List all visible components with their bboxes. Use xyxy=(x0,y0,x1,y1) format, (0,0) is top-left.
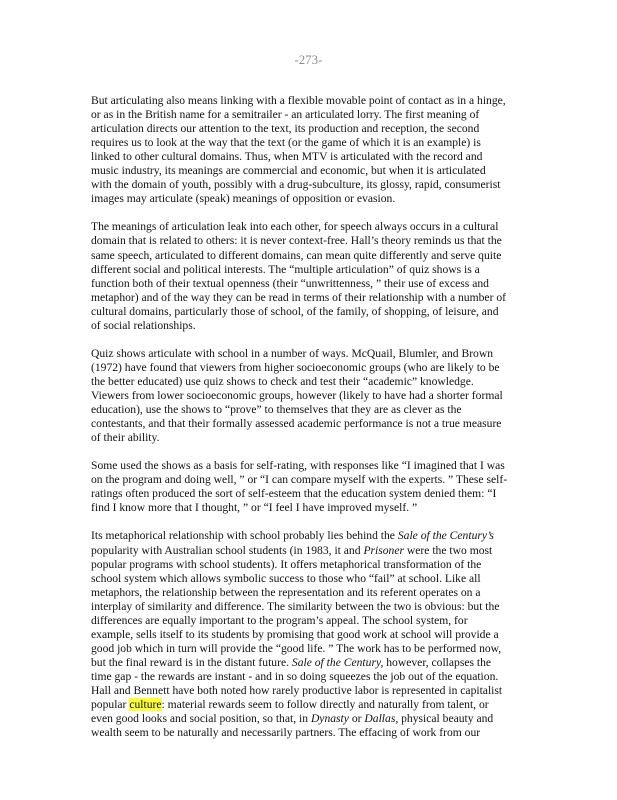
text-line xyxy=(91,544,531,558)
text-segment: metaphor) and of the way they can be read in terms of their relationship with a number of xyxy=(91,290,506,304)
text-segment: physical beauty and xyxy=(398,712,494,726)
text-line xyxy=(91,150,531,164)
text-line xyxy=(91,572,531,586)
text-segment: ratings often produced the sort of self-esteem that the education system denied them: “I xyxy=(91,487,497,501)
text-line xyxy=(91,319,531,333)
text-line xyxy=(91,698,531,712)
text-line xyxy=(91,642,531,656)
text-segment: music industry, its meanings are commercial and economic, but when it is articulated xyxy=(91,164,486,178)
text-segment: (1972) have found that viewers from higher socioeconomic groups (who are likely to be xyxy=(91,360,500,374)
paragraph-3 xyxy=(91,347,531,445)
text-line xyxy=(91,431,531,445)
text-segment: on the program and doing well, ” or “I can compare myself with the experts. ” These self- xyxy=(91,473,508,487)
text-segment: differences are equally important to the program’s appeal. The school system, for xyxy=(91,613,468,627)
text-line xyxy=(91,305,531,319)
text-segment: Hall and Bennett have both noted how rarely productive labor is represented in capitalist xyxy=(91,683,503,697)
text-segment: education), use the shows to “prove” to themselves that they are as clever as the xyxy=(91,403,462,417)
text-line xyxy=(91,249,531,263)
italic-title: Dallas, xyxy=(364,712,399,726)
text-segment: linked to other cultural domains. Thus, when MTV is articulated with the record and xyxy=(91,150,483,164)
italic-title: Sale of the Century, xyxy=(291,655,384,669)
text-line xyxy=(91,586,531,600)
text-segment: of their ability. xyxy=(91,431,160,445)
text-line xyxy=(91,192,531,206)
text-segment: : material rewards seem to follow directly and naturally from talent, or xyxy=(161,698,489,712)
text-segment: popular xyxy=(91,698,130,712)
paragraph-2 xyxy=(91,220,531,332)
text-line xyxy=(91,220,531,234)
paragraph-5 xyxy=(91,529,531,740)
text-line xyxy=(91,94,531,108)
text-line xyxy=(91,473,531,487)
text-segment: articulation directs our attention to the text, its production and reception, the second xyxy=(91,122,480,136)
text-segment: Viewers from lower socioeconomic groups, however (likely to have had a shorter formal xyxy=(91,388,503,402)
highlighted-word: culture xyxy=(129,698,162,712)
text-segment: The meanings of articulation leak into each other, for speech always occurs in a cultural xyxy=(91,220,499,234)
text-line xyxy=(91,403,531,417)
text-segment: function both of their textual openness (their “unwrittenness, ” their use of excess and xyxy=(91,276,489,290)
text-line xyxy=(91,670,531,684)
italic-title: Dynasty xyxy=(310,712,349,726)
text-segment: popular programs with school students). It offers metaphorical transformation of the xyxy=(91,557,482,571)
text-segment: example, sells itself to its students by promising that good work at school will provide a xyxy=(91,627,499,641)
text-line xyxy=(91,614,531,628)
paragraph-4 xyxy=(91,459,531,515)
text-line xyxy=(91,487,531,501)
text-segment: domain that is related to others: it is never context-free. Hall’s theory reminds us that the xyxy=(91,234,502,248)
text-segment: even good looks and social position, so that, in xyxy=(91,712,311,726)
text-line xyxy=(91,347,531,361)
text-line xyxy=(91,600,531,614)
text-line xyxy=(91,558,531,572)
text-segment: metaphors, the relationship between the representation and its referent operates on a xyxy=(91,585,481,599)
text-line xyxy=(91,712,531,726)
text-segment: were the two most xyxy=(404,543,493,557)
text-segment: images may articulate (speak) meanings of opposition or evasion. xyxy=(91,192,396,206)
text-line xyxy=(91,417,531,431)
text-segment: requires us to look at the way that the text (or the game of which it is an example) is xyxy=(91,136,481,150)
text-line xyxy=(91,108,531,122)
text-line xyxy=(91,234,531,248)
text-segment: of social relationships. xyxy=(91,318,196,332)
italic-title: Sale of the Century’s xyxy=(397,529,494,543)
text-segment: but the final reward is in the distant future. xyxy=(91,655,292,669)
text-line xyxy=(91,529,531,543)
text-segment: Quiz shows articulate with school in a number of ways. McQuail, Blumler, and Brown xyxy=(91,346,494,360)
text-line xyxy=(91,178,531,192)
text-segment: or as in the British name for a semitrailer - an articulated lorry. The first meaning of xyxy=(91,108,480,122)
text-line xyxy=(91,164,531,178)
text-segment: Some used the shows as a basis for self-rating, with responses like “I imagined that I was xyxy=(91,459,505,473)
italic-title: Prisoner xyxy=(363,543,405,557)
text-line xyxy=(91,361,531,375)
text-line xyxy=(91,122,531,136)
text-line xyxy=(91,375,531,389)
text-line xyxy=(91,628,531,642)
text-segment: popularity with Australian school students (in 1983, it and xyxy=(91,543,364,557)
text-segment: good job which in turn will provide the “good life. ” The work has to be performed now, xyxy=(91,641,502,655)
text-segment: however, collapses the xyxy=(383,655,492,669)
text-segment: wealth seem to be naturally and necessarily partners. The effacing of work from our xyxy=(91,726,481,740)
text-segment: the better educated) use quiz shows to check and test their “academic” knowledge. xyxy=(91,374,474,388)
paragraph-1 xyxy=(91,94,531,206)
text-line xyxy=(91,291,531,305)
text-segment: cultural domains, particularly those of school, of the family, of shopping, of leisure, and xyxy=(91,304,499,318)
text-segment: interplay of similarity and difference. The similarity between the two is obvious: but the xyxy=(91,599,500,613)
text-segment: time gap - the rewards are instant - and in so doing squeezes the job out of the equation. xyxy=(91,669,499,683)
page-number: -273- xyxy=(294,53,323,67)
text-segment: school system which allows symbolic success to those who “fail” at school. Like all xyxy=(91,571,481,585)
text-segment: different social and political interests. The “multiple articulation” of quiz shows is a xyxy=(91,262,480,276)
text-segment: same speech, articulated to different domains, can mean quite differently and serve quite xyxy=(91,248,502,262)
text-segment: find I know more that I thought, ” or “I feel I have improved myself. ” xyxy=(91,501,418,515)
text-line xyxy=(91,277,531,291)
text-segment: with the domain of youth, possibly with a drug-subculture, its glossy, rapid, consumerist xyxy=(91,178,501,192)
text-segment: Its metaphorical relationship with school probably lies behind the xyxy=(91,529,398,543)
text-line xyxy=(91,263,531,277)
body-text xyxy=(91,94,531,754)
text-line xyxy=(91,726,531,740)
text-line xyxy=(91,684,531,698)
text-segment: contestants, and that their formally assessed academic performance is not a true measure xyxy=(91,417,502,431)
text-segment: or xyxy=(348,712,365,726)
text-segment: But articulating also means linking with a flexible movable point of contact as in a hinge, xyxy=(91,94,506,107)
text-line xyxy=(91,136,531,150)
text-line xyxy=(91,501,531,515)
text-line xyxy=(91,656,531,670)
text-line xyxy=(91,389,531,403)
text-line xyxy=(91,459,531,473)
